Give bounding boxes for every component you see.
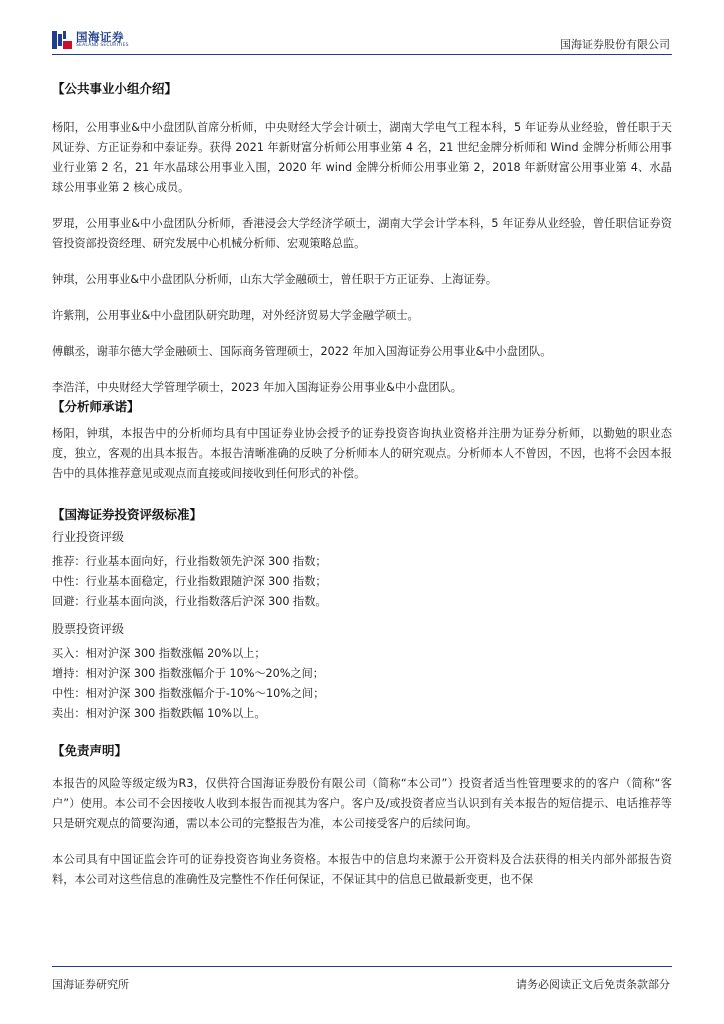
page-footer (52, 966, 672, 993)
company-logo (52, 30, 129, 50)
pledge-section-title: 【分析师承诺】 (52, 399, 140, 414)
team-member-luokun: 罗琨，公用事业&中小盘团队分析师，香港浸会大学经济学硕士，湖南大学会计学本科，5 年证券从业经验，曾任职信证券资管投资部投资经理、研究发展中心机械分析师、宏观策略总监。 (52, 217, 672, 250)
disclaimer-paragraph: 本报告的风险等级定级为R3，仅供符合国海证券股份有限公司（简称“本公司”）投资者适当性管理要求的的客户（简称“客户”）使用。本公司不会因接收人收到本报告而视其为客户。客户及/或投资者应当认识到有关本报告的短信提示、电话推荐等只是研究观点的简要沟通，需以本公司的完整报告为准，本公司接受客户的后续问询。 (52, 777, 672, 830)
stock-rating-sell: 卖出：相对沪深 300 指数跌幅 10%以上。 (52, 707, 266, 720)
company-name: 国海证券股份有限公司 (560, 38, 670, 51)
analyst-pledge-text: 杨阳，钟琪，本报告中的分析师均具有中国证券业协会授予的证券投资咨询执业资格并注册为证券分析师，以勤勉的职业态度，独立，客观的出具本报告。本报告清晰准确的反映了分析师本人的研究观点。分析师本人不曾因，不因，也将不会因本报告中的具体推荐意见或观点而直接或间接收到任何形式的补偿。 (52, 427, 672, 480)
industry-rating-title: 行业投资评级 (52, 530, 125, 544)
stock-rating-overweight: 增持：相对沪深 300 指数涨幅介于 10%～20%之间； (52, 667, 324, 680)
footer-institute: 国海证券研究所 (52, 978, 129, 991)
team-member-xuzijing: 许紫荆，公用事业&中小盘团队研究助理，对外经济贸易大学金融学硕士。 (52, 309, 419, 322)
report-body (52, 80, 672, 890)
logo-english-name: SEALAND SECURITIES (76, 43, 129, 48)
page-header (52, 28, 672, 55)
disclaimer-section-title: 【免责声明】 (52, 743, 128, 758)
stock-rating-buy: 买入：相对沪深 300 指数涨幅 20%以上； (52, 647, 266, 660)
sealand-logo-icon (52, 31, 72, 49)
stock-rating-neutral: 中性：相对沪深 300 指数涨幅介于-10%～10%之间； (52, 687, 325, 700)
footer-disclaimer-note: 请务必阅读正文后免责条款部分 (516, 978, 670, 991)
stock-rating-title: 股票投资评级 (52, 622, 125, 636)
ratings-section-title: 【国海证券投资评级标准】 (52, 507, 203, 522)
team-section-title: 【公共事业小组介绍】 (52, 81, 178, 96)
industry-rating-avoid: 回避：行业基本面向淡，行业指数落后沪深 300 指数。 (52, 595, 327, 608)
disclaimer-paragraph: 本公司具有中国证监会许可的证券投资咨询业务资格。本报告中的信息均来源于公开资料及合法获得的相关内部外部报告资料，本公司对这些信息的准确性及完整性不作任何保证，不保证其中的信息已做最新变更，也不保 (52, 853, 672, 886)
team-member-lihaoyang: 李浩洋，中央财经大学管理学硕士，2023 年加入国海证券公用事业&中小盘团队。 (52, 381, 462, 394)
team-member-fuqicheng: 傅麒丞，谢菲尔德大学金融硕士、国际商务管理硕士，2022 年加入国海证券公用事业&中小盘团队。 (52, 345, 552, 358)
team-member-zhongqi: 钟琪，公用事业&中小盘团队分析师，山东大学金融硕士，曾任职于方正证券、上海证券。 (52, 273, 498, 286)
industry-rating-recommend: 推荐：行业基本面向好，行业指数领先沪深 300 指数； (52, 555, 327, 568)
logo-chinese-name: 国海证券 (76, 29, 124, 44)
industry-rating-neutral: 中性：行业基本面稳定，行业指数跟随沪深 300 指数； (52, 575, 327, 588)
team-member-yangyang: 杨阳，公用事业&中小盘团队首席分析师，中央财经大学会计硕士，湖南大学电气工程本科，5 年证券从业经验，曾任职于天风证券、方正证券和中泰证券。获得 2021 年新财富分析师公用事业第 4 名，21 世纪金牌分析师和 Wind 金牌分析师公用事业行业第 2 名，21 年水晶球公用事业入围，2020 年 wind 金牌分析师公用事业第 2，2018 年新财富公用事业第 4、水晶球公用事业第 2 核心成员。 (52, 121, 672, 194)
